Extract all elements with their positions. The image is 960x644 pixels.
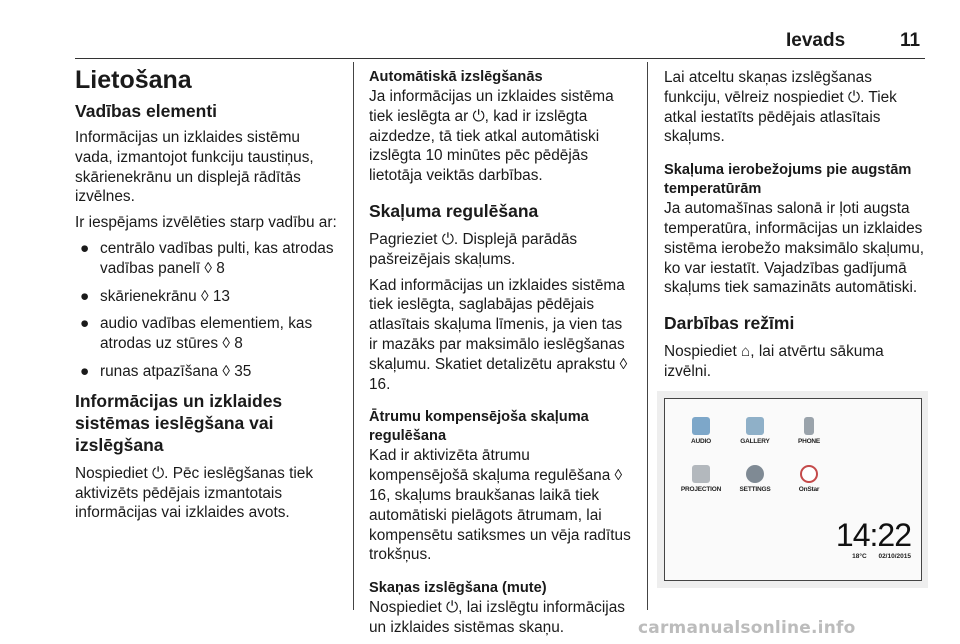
speed-volume-paragraph: Kad ir aktivizēta ātrumu kompensējošā skaļuma regulēšana ◊ 16, skaļums braukšanas laikā tiek automātiski pielāgots ātrumam, lai kompensētu satiksmes un vēja radītus trokšņus. [369,447,631,564]
column-divider-right [647,62,648,610]
mute-heading: Skaņas izslēgšana (mute) [369,580,547,597]
home-screen-illustration [664,398,922,581]
clock-time: 14:22 [835,517,911,553]
settings-icon [746,465,764,483]
operating-modes-heading: Darbības režīmi [664,313,795,334]
auto-off-paragraph: Ja informācijas un izklaides sistēma tiek ieslēgta ar ⏻, kad ir izslēgta aizdedze, tā tiek atkal automātiski izslēgta 10 minūtes pēc pēdējās lietotāja veiktās darbības. [369,88,614,185]
column-2 [369,68,633,644]
volume-limit-heading: Skaļuma ierobežojums pie augstām temperatūrām [664,162,912,198]
volume-paragraph-2: Kad informācijas un izklaides sistēma tiek ieslēgta, saglabājas pēdējais atlasītais skaļuma līmenis, ja vien tas ir mazāks par maksimālo ieslēgšanas skaļumu. Skatiet detalizētu aprakstu ◊ 16. [369,276,628,393]
bullet-icon: ● [80,315,90,333]
auto-off-heading: Automātiskā izslēgšanās [369,69,543,85]
app-projection: PROJECTION [673,465,729,493]
watermark: carmanualsonline.info [638,618,856,638]
bullet-icon: ● [80,239,90,257]
speed-volume-heading: Ātrumu kompensējoša skaļuma regulēšana [369,409,589,445]
unmute-paragraph: Lai atceltu skaņas izslēgšanas funkciju, vēlreiz nospiediet ⏻. Tiek atkal iestatīts pēdējais atlasītais skaļums. [664,69,897,146]
controls-paragraph: Informācijas un izklaides sistēmu vada, izmantojot funkciju taustiņus, skārienekrānu un displejā rādītās izvēlnes. [75,129,314,206]
column-divider-left [353,62,354,610]
section-title: Lietošana [75,66,192,94]
app-gallery: GALLERY [727,417,783,445]
list-item: ● skārienekrānu ◊ 13 [80,287,230,305]
column-3 [664,68,928,388]
power-paragraph: Nospiediet ⏻. Pēc ieslēgšanas tiek aktivizēts pēdējais izmantotais informācijas vai izklaides avots. [75,464,314,522]
list-item: ● audio vadības elementiem, kas atrodas uz stūres ◊ 8 [80,315,313,353]
power-heading: Informācijas un izklaides sistēmas ieslēgšana vai izslēgšana [75,390,283,455]
page-number: 11 [900,30,921,51]
column-1 [75,66,337,529]
mute-paragraph: Nospiediet ⏻, lai izslēgtu informācijas un izklaides sistēmas skaņu. [369,599,625,636]
controls-list [75,239,337,382]
temperature: 18°C [852,553,867,560]
audio-icon [692,417,710,435]
controls-choice-paragraph: Ir iespējams izvēlēties starp vadību ar: [75,214,337,232]
bullet-icon: ● [80,362,90,380]
date: 02/10/2015 [878,553,911,560]
page-header-title: Ievads [786,30,846,51]
clock-info [842,553,911,560]
app-settings: SETTINGS [727,465,783,493]
operating-modes-paragraph: Nospiediet ⌂, lai atvērtu sākuma izvēlni. [664,343,884,380]
volume-limit-paragraph: Ja automašīnas salonā ir ļoti augsta temperatūra, informācijas un izklaides sistēma ierobežo maksimālo skaļumu, ko var iestatīt. Vajadzības gadījumā skaļums tiek samazināts automātiski. [664,200,925,297]
gallery-icon [746,417,764,435]
controls-heading: Vadības elementi [75,101,218,121]
app-onstar: OnStar [781,465,837,493]
volume-paragraph-1: Pagrieziet ⏻. Displejā parādās pašreizējais skaļums. [369,230,578,268]
projection-icon [692,465,710,483]
onstar-icon [800,465,818,483]
volume-heading: Skaļuma regulēšana [369,200,539,221]
list-item: ● centrālo vadības pulti, kas atrodas vadības panelī ◊ 8 [80,239,334,277]
phone-icon [804,417,814,435]
list-item: ● runas atpazīšana ◊ 35 [80,362,252,380]
app-audio: AUDIO [673,417,729,445]
app-phone: PHONE [781,417,837,445]
header-rule [75,58,925,59]
bullet-icon: ● [80,287,90,305]
